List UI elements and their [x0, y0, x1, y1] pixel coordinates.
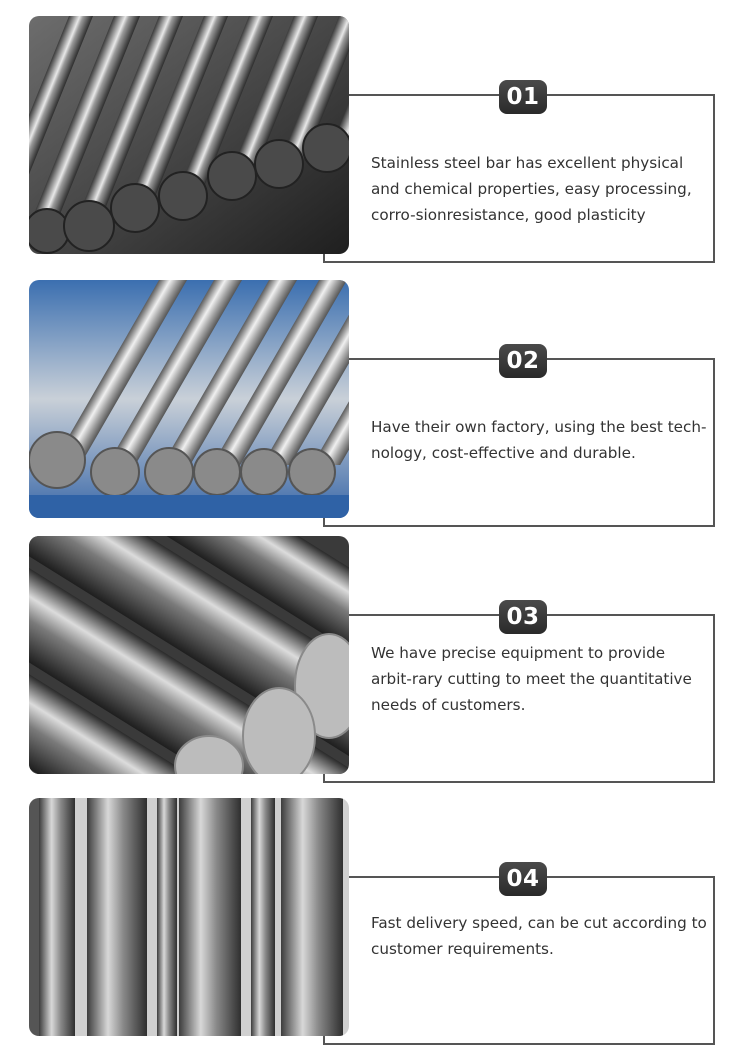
feature-card-03 [0, 536, 750, 798]
feature-number-badge: 04 [499, 862, 547, 896]
vertical-steel-bars-photo [29, 798, 349, 1036]
feature-number-badge: 03 [499, 600, 547, 634]
feature-description: Fast delivery speed, can be cut according to customer requirements. [371, 914, 707, 958]
feature-number-badge: 01 [499, 80, 547, 114]
feature-description: We have precise equipment to provide arbit-rary cutting to meet the quantitative needs of customers. [371, 644, 692, 714]
feature-description: Have their own factory, using the best tech-nology, cost-effective and durable. [371, 418, 707, 462]
feature-card-01 [0, 16, 750, 278]
feature-card-04 [0, 798, 750, 1060]
feature-number-badge: 02 [499, 344, 547, 378]
feature-description: Stainless steel bar has excellent physical and chemical properties, easy processing, corro-sionresistance, good plasticity [371, 154, 692, 224]
polished-round-bars-photo [29, 536, 349, 774]
feature-card-02 [0, 280, 750, 542]
steel-bar-ends-photo [29, 16, 349, 254]
factory-steel-bars-photo [29, 280, 349, 518]
